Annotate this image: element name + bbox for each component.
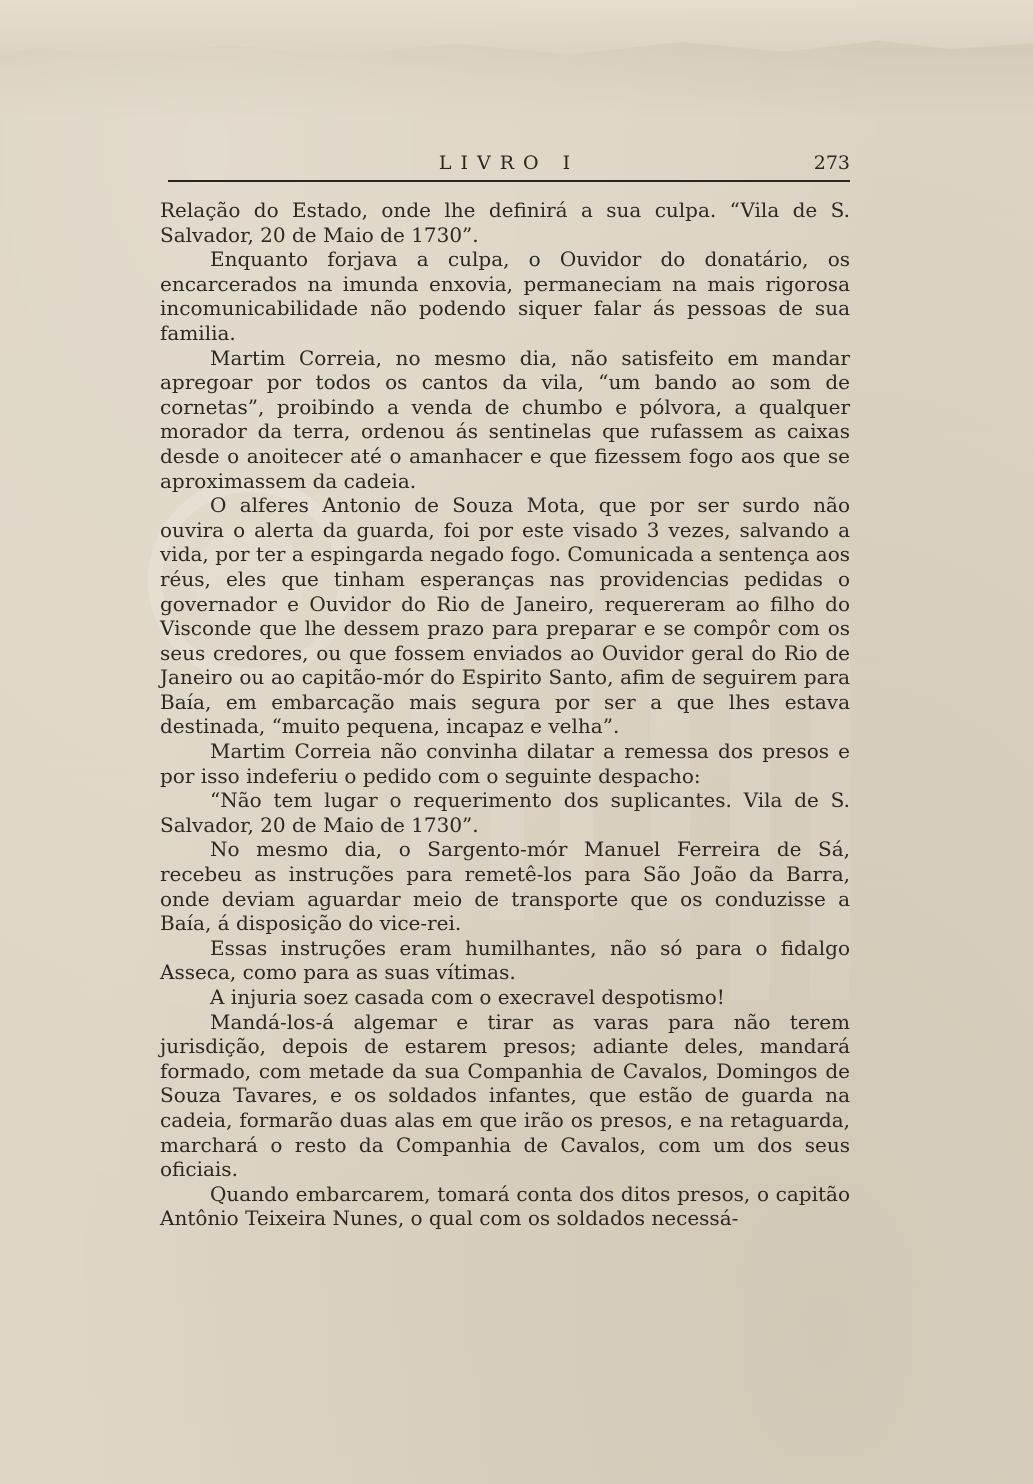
paragraph: Quando embarcarem, tomará conta dos ditos presos, o capitão Antônio Teixeira Nunes, o qual com os soldados necessá- <box>160 1181 850 1231</box>
paragraph: No mesmo dia, o Sargento-mór Manuel Ferreira de Sá, recebeu as instruções para remetê-los para São João da Barra, onde deviam aguardar meio de transporte que os conduzisse a Baía, á disposição do vice-rei. <box>160 837 850 936</box>
page-number: 273 <box>813 152 850 174</box>
paragraph: Enquanto forjava a culpa, o Ouvidor do donatário, os encarcerados na imunda enxovia, permaneciam na mais rigorosa incomunicabilidade não podendo siquer falar ás pessoas de sua familia. <box>160 247 850 345</box>
paragraph: Martim Correia não convinha dilatar a remessa dos presos e por isso indeferiu o pedido com o seguinte despacho: <box>160 739 850 788</box>
body-text <box>160 198 850 1231</box>
torn-paper-edge <box>0 0 1033 70</box>
running-header <box>168 148 850 182</box>
chapter-title: LIVRO I <box>438 152 580 174</box>
paragraph: Martim Correia, no mesmo dia, não satisfeito em mandar apregoar por todos os cantos da vila, “um bando ao som de cornetas”, proibindo a venda de chumbo e pólvora, a qualquer morador da terra, ordenou ás sentinelas que rufassem as caixas desde o anoitecer até o amanhacer e que fizessem fogo aos que se aproximassem da cadeia. <box>160 345 850 493</box>
paragraph: Relação do Estado, onde lhe definirá a sua culpa. “Vila de S. Salvador, 20 de Maio de 1730”. <box>160 198 850 247</box>
paragraph: Mandá-los-á algemar e tirar as varas para não terem jurisdição, depois de estarem presos; adiante deles, mandará formado, com metade da sua Companhia de Cavalos, Domingos de Souza Tavares, e os soldados infantes, que estão de guarda na cadeia, formarão duas alas em que irão os presos, e na retaguarda, marchará o resto da Companhia de Cavalos, com um dos seus oficiais. <box>160 1009 850 1182</box>
quoted-dispatch: “Não tem lugar o requerimento dos suplicantes. Vila de S. Salvador, 20 de Maio de 1730”. <box>160 788 850 837</box>
paragraph: A injuria soez casada com o execravel despotismo! <box>210 985 725 1009</box>
paragraph: O alferes Antonio de Souza Mota, que por ser surdo não ouvira o alerta da guarda, foi por este visado 3 vezes, salvando a vida, por ter a espingarda negado fogo. Comunicada a sentença aos réus, eles que tinham esperanças nas providencias pedidas o governador e Ouvidor do Rio de Janeiro, requereram ao filho do Visconde que lhe dessem prazo para preparar e se compôr com os seus credores, ou que fossem enviados ao Ouvidor geral do Rio de Janeiro ou ao capitão-mór do Espirito Santo, afim de seguirem para Baía, em embarcação mais segura por ser a que lhes estava destinada, “muito pequena, incapaz e velha”. <box>160 493 850 739</box>
paragraph: Essas instruções eram humilhantes, não só para o fidalgo Asseca, como para as suas vítimas. <box>160 935 850 985</box>
